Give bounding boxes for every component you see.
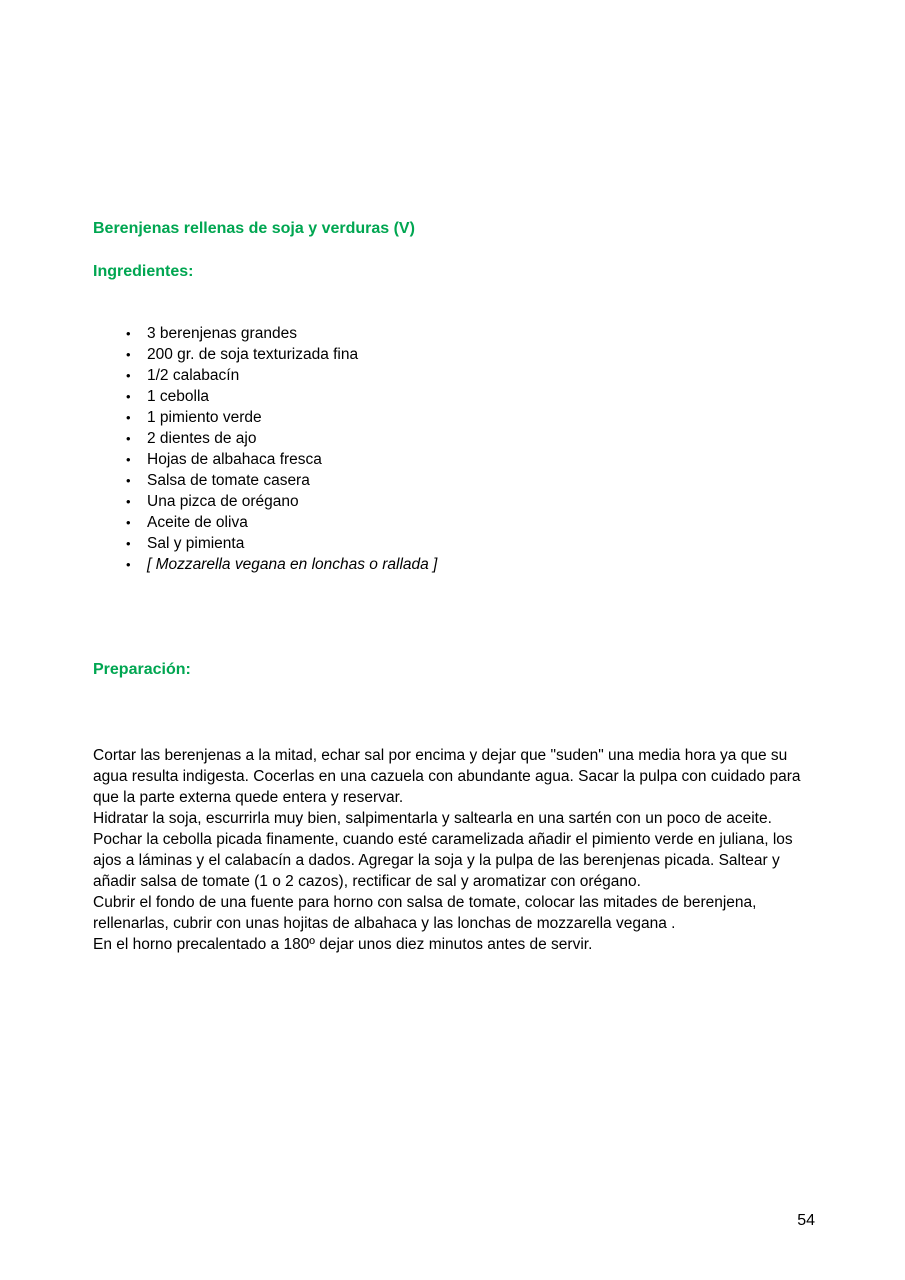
preparation-paragraph: En el horno precalentado a 180º dejar unos diez minutos antes de servir.: [93, 936, 593, 953]
list-item: [93, 512, 810, 533]
ingredient-text: 1 cebolla: [147, 388, 210, 405]
list-item: [93, 344, 810, 365]
list-item: [93, 428, 810, 449]
list-item: [93, 386, 810, 407]
preparation-text: [93, 745, 810, 955]
ingredient-text: Una pizca de orégano: [147, 493, 299, 510]
ingredient-text: 1/2 calabacín: [147, 367, 240, 384]
preparation-paragraph: Hidratar la soja, escurrirla muy bien, salpimentarla y saltearla en una sartén con un poco de aceite.: [93, 810, 772, 827]
list-item: [93, 323, 810, 344]
preparation-paragraph: Cubrir el fondo de una fuente para horno con salsa de tomate, colocar las mitades de berenjena, rellenarlas, cubrir con unas hojitas de albahaca y las lonchas de mozzarella vegana .: [93, 894, 757, 932]
ingredient-text: Sal y pimienta: [147, 535, 245, 552]
preparation-heading: Preparación:: [93, 661, 191, 678]
bullet-icon: •: [126, 347, 131, 362]
ingredient-text: Aceite de oliva: [147, 514, 248, 531]
bullet-icon: •: [126, 410, 131, 425]
list-item: [93, 470, 810, 491]
list-item: [93, 491, 810, 512]
bullet-icon: •: [126, 536, 131, 551]
ingredient-text: Salsa de tomate casera: [147, 472, 310, 489]
ingredients-heading: Ingredientes:: [93, 263, 194, 280]
list-item: [93, 365, 810, 386]
bullet-icon: •: [126, 368, 131, 383]
list-item: [93, 554, 810, 575]
ingredient-text: 1 pimiento verde: [147, 409, 262, 426]
list-item: [93, 449, 810, 470]
bullet-icon: •: [126, 431, 131, 446]
page-number: 54: [797, 1212, 815, 1229]
bullet-icon: •: [126, 473, 131, 488]
preparation-paragraph: Pochar la cebolla picada finamente, cuando esté caramelizada añadir el pimiento verde en juliana, los ajos a láminas y el calabacín a dados. Agregar la soja y la pulpa de las berenjenas picada. Saltear y añadir salsa de tomate (1 o 2 cazos), rectificar de sal y aromatizar con orégano.: [93, 831, 793, 890]
ingredient-text: Hojas de albahaca fresca: [147, 451, 322, 468]
bullet-icon: •: [126, 452, 131, 467]
list-item: [93, 407, 810, 428]
bullet-icon: •: [126, 557, 131, 572]
bullet-icon: •: [126, 494, 131, 509]
bullet-icon: •: [126, 389, 131, 404]
ingredient-text: [ Mozzarella vegana en lonchas o rallada ]: [147, 556, 438, 573]
bullet-icon: •: [126, 326, 131, 341]
ingredient-text: 2 dientes de ajo: [147, 430, 257, 447]
preparation-paragraph: Cortar las berenjenas a la mitad, echar sal por encima y dejar que "suden" una media hora ya que su agua resulta indigesta. Cocerlas en una cazuela con abundante agua. Sacar la pulpa con cuidado para que la parte externa quede entera y reservar.: [93, 747, 801, 806]
ingredients-list: [93, 323, 810, 575]
list-item: [93, 533, 810, 554]
bullet-icon: •: [126, 515, 131, 530]
ingredient-text: 3 berenjenas grandes: [147, 325, 297, 342]
recipe-title: Berenjenas rellenas de soja y verduras (V): [93, 220, 415, 237]
ingredient-text: 200 gr. de soja texturizada fina: [147, 346, 359, 363]
